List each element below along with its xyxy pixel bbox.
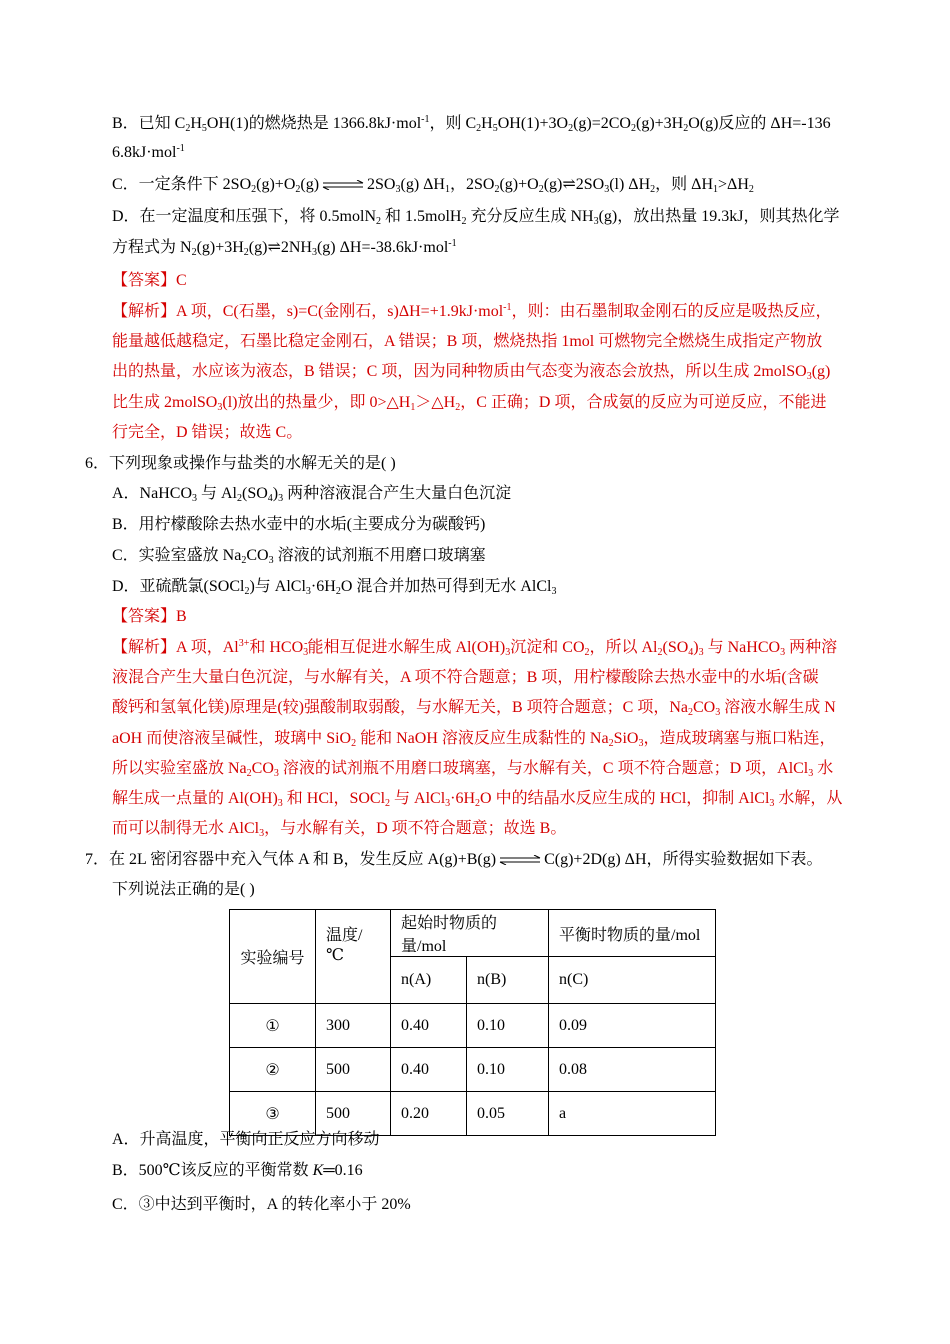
q5-explanation-line5: 行完全，D 错误；故选 C。 — [112, 424, 303, 441]
q6-explanation-line2: 液混合产生大量白色沉淀，与水解有关，A 项不符合题意；B 项，用柠檬酸除去热水壶中的水垢(含碳 — [112, 669, 819, 686]
q5-answer: 【答案】C — [112, 272, 187, 289]
q6-option-d: D．亚硫酰氯(SOCl$_2$)与 $AlCl_3\cdot 6H_2O$ 混合并加热可得到无水 AlCl$_3$ — [112, 578, 557, 597]
q7-option-a: A．升高温度，平衡向正反应方向移动 — [112, 1131, 380, 1148]
cell-nB: 0.05 — [467, 1092, 549, 1136]
q6-explanation-line4: aOH 而使溶液呈碱性，玻璃中 SiO$_2$ 能和 NaOH 溶液反应生成黏性的 $Na_2SiO_3$，造成玻璃塞与瓶口粘连， — [112, 730, 836, 749]
header-nB: n(B) — [467, 957, 549, 1004]
equilibrium-arrow-icon — [321, 180, 365, 190]
q5-explanation-line4: 比生成 2molSO$_3$(l)放出的热量少，即 $0>\triangle H_1>\triangle H_2$，C 正确；D 项，合成氨的反应为可逆反应，不能进 — [112, 394, 827, 413]
q7-option-b: B．500℃该反应的平衡常数 K═0.16 — [112, 1162, 363, 1179]
header-initial-amount: 起始时物质的量/mol — [391, 910, 549, 957]
cell-nA: 0.40 — [391, 1048, 467, 1092]
q6-option-a: A．NaHCO$_3$ 与 $Al_2(SO_4)_3$ 两种溶液混合产生大量白色沉淀 — [112, 485, 512, 504]
cell-temp: 500 — [316, 1048, 391, 1092]
cell-id: ① — [230, 1004, 316, 1048]
q5-option-d-line2: 方程式为 $N_2(g)+3H_2(g)\rightleftharpoons 2NH_3(g)$ ΔH=-38.6kJ·mol$^{-1}$ — [112, 238, 457, 258]
q7-data-table — [229, 909, 716, 1136]
equilibrium-arrow-icon — [498, 855, 542, 865]
table-row — [230, 1048, 716, 1092]
cell-nC: a — [549, 1092, 716, 1136]
header-nC: n(C) — [549, 957, 716, 1004]
q7-stem-line2: 下列说法正确的是( ) — [112, 881, 255, 898]
cell-id: ② — [230, 1048, 316, 1092]
q6-explanation-line6: 解生成一点量的 $Al(OH)_3$ 和 HCl，SOCl$_2$ 与 $AlCl_3\cdot 6H_2O$ 中的结晶水反应生成的 HCl，抑制 AlCl$_3$ 水解，从 — [112, 790, 843, 809]
cell-nC: 0.09 — [549, 1004, 716, 1048]
q6-explanation-line7: 而可以制得无水 AlCl$_3$，与水解有关，D 项不符合题意；故选 B。 — [112, 820, 567, 839]
header-experiment-number: 实验编号 — [230, 910, 316, 1004]
cell-nA: 0.20 — [391, 1092, 467, 1136]
cell-nB: 0.10 — [467, 1004, 549, 1048]
q5-explanation-line3: 出的热量，水应该为液态，B 错误；C 项，因为同种物质由气态变为液态会放热，所以生成 2molSO$_3$(g) — [112, 363, 831, 382]
q6-option-c: C．实验室盛放 $Na_2CO_3$ 溶液的试剂瓶不用磨口玻璃塞 — [112, 547, 486, 566]
q7-option-c: C．③中达到平衡时，A 的转化率小于 20% — [112, 1196, 411, 1213]
q5-option-b-line2: 6.8kJ·mol$^{-1}$ — [112, 143, 185, 161]
q6-explanation-line1: 【解析】A 项，$Al^{3+}$和 $HCO_3^-$能相互促进水解生成 $Al(OH)_3$沉淀和 $CO_2$，所以 $Al_2(SO_4)_3$ 与 NaHCO$_3$ 两种溶 — [112, 638, 838, 658]
cell-id: ③ — [230, 1092, 316, 1136]
q5-option-b-line1: B．已知 $C_2H_5OH(1)$的燃烧热是 1366.8kJ·mol$^{-1}$，则 $C_2H_5OH(1)+3O_2(g)=2CO_2(g)+3H_2O(g)$反应的 ΔH=-136 — [112, 114, 831, 134]
q6-option-b: B．用柠檬酸除去热水壶中的水垢(主要成分为碳酸钙) — [112, 516, 486, 533]
table-row — [230, 1004, 716, 1048]
cell-nB: 0.10 — [467, 1048, 549, 1092]
header-nA: n(A) — [391, 957, 467, 1004]
q7-stem-line1: 7．在 2L 密闭容器中充入气体 A 和 B，发生反应 A(g)+B(g) C(g)+2D(g) ΔH，所得实验数据如下表。 — [85, 851, 823, 868]
q6-answer: 【答案】B — [112, 608, 187, 625]
cell-temp: 300 — [316, 1004, 391, 1048]
q5-option-d-line1: D．在一定温度和压强下，将 0.5molN$_2$ 和 1.5molH$_2$ 充分反应生成 $NH_3(g)$，放出热量 19.3kJ，则其热化学 — [112, 208, 840, 227]
q6-explanation-line3: 酸钙和氢氧化镁)原理是(较)强酸制取弱酸，与水解无关，B 项符合题意；C 项，$Na_2CO_3$ 溶液水解生成 N — [112, 699, 836, 718]
q6-explanation-line5: 所以实验室盛放 $Na_2CO_3$ 溶液的试剂瓶不用磨口玻璃塞，与水解有关，C 项不符合题意；D 项，AlCl$_3$ 水 — [112, 760, 834, 779]
q5-explanation-line2: 能量越低越稳定，石墨比稳定金刚石，A 错误；B 项，燃烧热指 1mol 可燃物完全燃烧生成指定产物放 — [112, 333, 823, 350]
q5-explanation-line1: 【解析】A 项，C(石墨，s)=C(金刚石，s)ΔH=+1.9kJ·mol$^{-1}$，则：由石墨制取金刚石的反应是吸热反应， — [112, 302, 832, 320]
cell-nC: 0.08 — [549, 1048, 716, 1092]
header-temperature: 温度/℃ — [316, 910, 391, 1004]
q5-option-c: C．一定条件下 $2SO_2(g)+O_2(g)$ $2SO_3(g)$ $\Delta H_1$，$2SO_2(g)+O_2(g)\rightleftharpoons 2SO_3(l)$ $\Delta H_2$，则 $\Delta H_1>\Delta H_2$ — [112, 176, 754, 195]
header-equilibrium-amount: 平衡时物质的量/mol — [549, 910, 716, 957]
cell-temp: 500 — [316, 1092, 391, 1136]
q6-stem: 6．下列现象或操作与盐类的水解无关的是( ) — [85, 455, 396, 472]
cell-nA: 0.40 — [391, 1004, 467, 1048]
